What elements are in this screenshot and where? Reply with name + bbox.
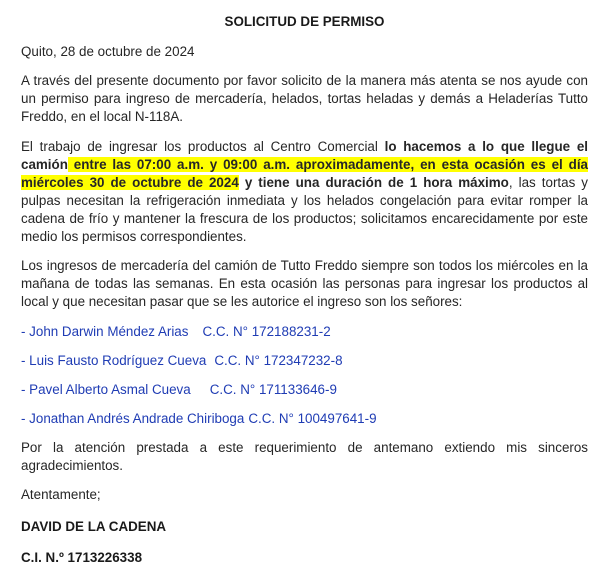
person-id: C.C. N° 171133646-9: [209, 382, 337, 397]
person-entry: [21, 323, 588, 341]
signature-id: C.I. N.º 1713226338: [21, 550, 143, 565]
person-name: - John Darwin Méndez Arias: [21, 324, 189, 339]
signature-name: DAVID DE LA CADENA: [21, 519, 167, 534]
schedule-bold-duration: y tiene una duración de 1 hora máximo: [238, 175, 509, 190]
paragraph-request: A través del presente documento por favor solicito de la manera más atenta se nos ayude con un permiso para ingreso de mercadería, helados, tortas heladas y demás a Heladerías Tutto Freddo, en el local N-118A.: [21, 73, 588, 124]
person-entry: [21, 352, 588, 370]
schedule-highlight-date: entre las 07:00 a.m. y 09:00 a.m. aproximadamente, en esta ocasión es el día miércoles 30 de octubre de 2024: [21, 157, 588, 190]
person-id: C.C. N° 172347232-8: [214, 353, 343, 368]
person-id: C.C. N° 172188231-2: [202, 324, 331, 339]
closing-salutation: Atentamente;: [21, 487, 101, 502]
person-entry: [21, 410, 588, 428]
person-name: - Luis Fausto Rodríguez Cueva: [21, 353, 207, 368]
person-id: C.C. N° 100497641-9: [248, 411, 377, 426]
person-entry: [21, 381, 588, 399]
place-date: Quito, 28 de octubre de 2024: [21, 44, 195, 59]
person-name: - Pavel Alberto Asmal Cueva: [21, 382, 191, 397]
paragraph-thanks: Por la atención prestada a este requerimiento de antemano extiendo mis sinceros agradecimientos.: [21, 440, 588, 473]
schedule-bold-arrival: lo hacemos a lo que llegue el camión: [21, 139, 588, 172]
document-title: SOLICITUD DE PERMISO: [224, 14, 385, 29]
paragraph-people-intro: Los ingresos de mercadería del camión de Tutto Freddo siempre son todos los miércoles en la mañana de todas las semanas. En esta ocasión las personas para ingresar los productos al local y que necesitan pasar que se les autorice el ingreso son los señores:: [21, 258, 588, 309]
schedule-text-rest: , las tortas y pulpas necesitan la refrigeración inmediata y los helados congelación para evitar romper la cadena de frío y mantener la frescura de los productos; solicitamos encarecidamente por este medio los permisos correspondientes.: [21, 175, 589, 244]
person-name: - Jonathan Andrés Andrade Chiriboga: [21, 411, 245, 426]
schedule-text-intro: El trabajo de ingresar los productos al Centro Comercial: [21, 139, 385, 154]
paragraph-schedule: [21, 138, 588, 246]
